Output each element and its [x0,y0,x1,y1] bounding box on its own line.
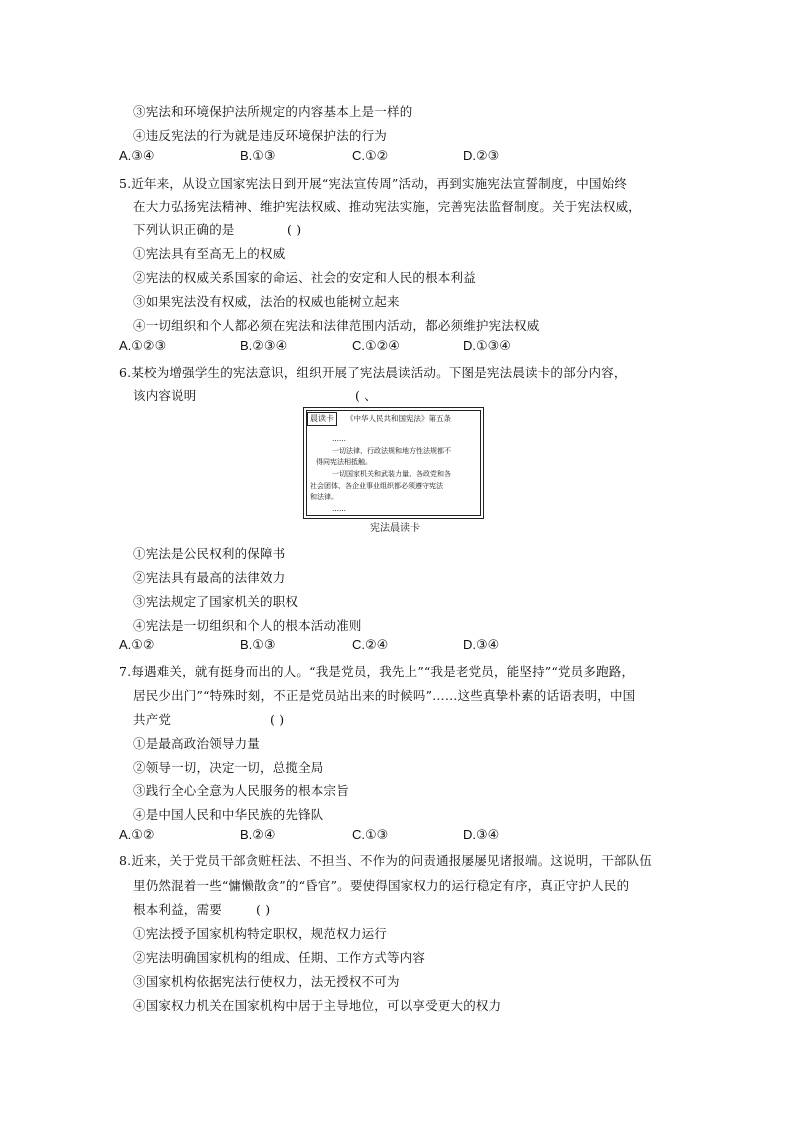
q7-statement-2: ②领导一切，决定一切，总揽全局 [133,760,324,775]
q6-answer-bracket: ( 、 [355,388,377,403]
q6-option-b: B.①③ [240,637,276,652]
q4-option-b: B.①③ [240,148,276,163]
q7-stem-line-3: 共产党 [133,712,172,727]
q8-statement-4: ④国家权力机关在国家机构中居于主导地位，可以享受更大的权力 [133,998,502,1013]
q8-statement-2: ②宪法明确国家机构的组成、任期、工作方式等内容 [133,950,426,965]
q5-stem-line-3: 下列认识正确的是 [133,222,235,237]
q5-statement-1: ①宪法具有至高无上的权威 [133,246,286,261]
q7-stem-line-1: 7.每遇难关，就有挺身而出的人。“我是党员，我先上”“我是老党员，能坚持”“党员多跑路， [119,664,635,679]
q6-option-d: D.③④ [463,637,500,652]
q8-statement-1: ①宪法授予国家机构特定职权，规范权力运行 [133,926,388,941]
card-text-line-4: 一切国家机关和武装力量、各政党和各 [332,470,451,478]
card-tag: 晨读卡 [307,412,337,426]
q4-option-d: D.②③ [463,148,500,163]
q6-option-c: C.②④ [352,637,389,652]
q7-option-c: C.①③ [352,827,389,842]
q6-stem-line-1: 6.某校为增强学生的宪法意识，组织开展了宪法晨读活动。下图是宪法晨读卡的部分内容， [119,365,627,380]
q7-answer-bracket: ( ) [270,712,285,727]
q5-option-b: B.②③④ [240,338,288,353]
q4-statement-4: ④违反宪法的行为就是违反环境保护法的行为 [133,128,388,143]
card-text-line-2: 一切法律、行政法规和地方性法规都不 [332,447,451,455]
q6-statement-2: ②宪法具有最高的法律效力 [133,570,286,585]
q5-statement-3: ③如果宪法没有权威，法治的权威也能树立起来 [133,294,400,309]
q5-option-d: D.①③④ [463,338,511,353]
card-title: 《中华人民共和国宪法》第五条 [346,414,451,423]
q7-stem-line-2: 居民少出门”“特殊时刻，不正是党员站出来的时候吗”……这些真挚朴素的话语表明，中国 [133,688,636,703]
q4-option-a: A.③④ [119,148,155,163]
q8-statement-3: ③国家机构依据宪法行使权力，法无授权不可为 [133,974,400,989]
q8-stem-line-1: 8.近来，关于党员干部贪赃枉法、不担当、不作为的问责通报屡屡见诸报端。这说明，干部队伍 [119,853,653,868]
q4-statement-3: ③宪法和环境保护法所规定的内容基本上是一样的 [133,104,413,119]
q6-statement-3: ③宪法规定了国家机关的职权 [133,594,299,609]
q6-stem-line-2: 该内容说明 [133,388,197,403]
q5-stem-line-2: 在大力弘扬宪法精神、维护宪法权威、推动宪法实施，完善宪法监督制度。关于宪法权威， [133,199,642,214]
q5-option-a: A.①②③ [119,338,167,353]
card-text-line-1: …… [332,435,346,443]
q5-statement-2: ②宪法的权威关系国家的命运、社会的安定和人民的根本利益 [133,270,476,285]
card-caption: 宪法晨读卡 [370,523,420,534]
q8-stem-line-3: 根本利益，需要 [133,902,222,917]
card-text-line-7: …… [332,505,346,513]
card-text-line-5: 社会团体、各企业事业组织都必须遵守宪法 [310,482,443,490]
card-text-line-3: 得同宪法相抵触。 [316,458,372,466]
q6-statement-4: ④宪法是一切组织和个人的根本活动准则 [133,618,362,633]
q8-answer-bracket: ( ) [256,902,271,917]
q4-option-c: C.①② [352,148,389,163]
card-text-line-6: 和法律。 [310,493,338,501]
q7-statement-4: ④是中国人民和中华民族的先锋队 [133,807,324,822]
q5-statement-4: ④一切组织和个人都必须在宪法和法律范围内活动，都必须维护宪法权威 [133,318,540,333]
q7-statement-3: ③践行全心全意为人民服务的根本宗旨 [133,783,349,798]
q7-statement-1: ①是最高政治领导力量 [133,736,261,751]
q5-stem-line-1: 5.近年来，从设立国家宪法日到开展“宪法宣传周”活动，再到实施宪法宣誓制度，中国始终 [119,176,628,191]
q8-stem-line-2: 里仍然混着一些“慵懒散贪”的“昏官”。要使得国家权力的运行稳定有序，真正守护人民的 [133,878,630,893]
q7-option-b: B.②④ [240,827,276,842]
q5-option-c: C.①②④ [352,338,400,353]
q7-option-d: D.③④ [463,827,500,842]
morning-reading-card [303,407,484,519]
q5-answer-bracket: ( ) [287,222,302,237]
q6-statement-1: ①宪法是公民权利的保障书 [133,546,286,561]
q7-option-a: A.①② [119,827,155,842]
q6-option-a: A.①② [119,637,155,652]
